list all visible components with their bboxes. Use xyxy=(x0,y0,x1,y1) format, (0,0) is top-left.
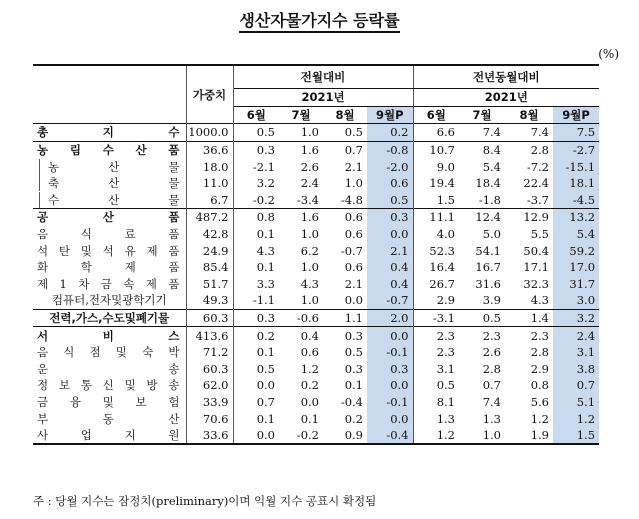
row-label: 음 식 료 품 xyxy=(33,226,186,243)
mom-cell: -0.7 xyxy=(340,243,363,258)
yoy-cell: 1.2 xyxy=(413,427,459,445)
yoy-month-header: 7월 xyxy=(472,107,492,122)
yoy-cell: 12.9 xyxy=(505,209,553,226)
mom-cell: 0.3 xyxy=(323,327,367,344)
weight-cell: 42.8 xyxy=(186,226,233,243)
table-row xyxy=(33,427,599,445)
yoy-cell: -3.1 xyxy=(413,309,459,327)
table-row xyxy=(33,192,599,209)
yoy-cell: 0.7 xyxy=(553,377,599,394)
yoy-cell: 3.0 xyxy=(553,292,599,309)
yoy-cell: 31.6 xyxy=(475,276,501,291)
row-label: 정 보 통 신 및 방 송 xyxy=(33,377,186,394)
yoy-cell: 3.1 xyxy=(436,361,455,376)
mom-cell: 3.3 xyxy=(256,276,275,291)
mom-cell: 0.3 xyxy=(367,361,413,378)
mom-cell: 0.0 xyxy=(367,410,413,427)
mom-cell: 0.3 xyxy=(233,141,279,158)
mom-cell: 0.0 xyxy=(233,427,279,445)
row-label: 화 학 제 품 xyxy=(33,259,186,276)
mom-cell: 0.3 xyxy=(344,361,363,376)
mom-cell: 0.1 xyxy=(256,227,275,242)
mom-cell: 0.2 xyxy=(367,124,413,142)
mom-header: 전월대비 xyxy=(233,65,413,89)
mom-cell: -0.2 xyxy=(252,192,275,207)
mom-cell: 2.1 xyxy=(367,242,413,259)
weight-cell: 71.2 xyxy=(186,344,233,361)
row-label: 사 업 지 원 xyxy=(33,427,186,445)
row-label: 서 비 스 xyxy=(33,327,186,344)
mom-cell: 1.0 xyxy=(300,260,319,275)
mom-cell: 2.1 xyxy=(344,276,363,291)
mom-cell: 0.3 xyxy=(233,309,279,327)
table-row xyxy=(33,259,599,276)
mom-cell: 0.1 xyxy=(256,260,275,275)
mom-cell: -0.2 xyxy=(279,427,323,445)
yoy-cell: 7.4 xyxy=(482,394,501,409)
yoy-cell: 1.0 xyxy=(459,427,505,445)
yoy-cell: 1.2 xyxy=(553,410,599,427)
mom-cell: 0.6 xyxy=(344,227,363,242)
yoy-cell: 2.8 xyxy=(482,361,501,376)
yoy-cell: -4.5 xyxy=(553,192,599,209)
row-label: 운 송 xyxy=(33,361,186,378)
mom-cell: -0.1 xyxy=(367,394,413,411)
yoy-cell: 7.4 xyxy=(530,125,549,140)
mom-cell: 0.1 xyxy=(256,345,275,360)
yoy-cell: 22.4 xyxy=(523,176,549,191)
mom-cell: 0.0 xyxy=(256,378,275,393)
yoy-header: 전년동월대비 xyxy=(413,65,599,89)
yoy-cell: 3.1 xyxy=(553,344,599,361)
footnote: 주 : 당월 지수는 잠정치(preliminary)이며 익월 지수 공표시 확정됨 xyxy=(33,494,377,508)
yoy-cell: -7.2 xyxy=(526,159,549,174)
row-label: 부 동 산 xyxy=(33,410,186,427)
row-label: 제 1 차 금 속 제 품 xyxy=(33,276,186,293)
row-label: 농 산 물 xyxy=(33,158,186,175)
mom-cell: 2.4 xyxy=(300,176,319,191)
mom-cell: 6.2 xyxy=(300,243,319,258)
mom-cell: 2.1 xyxy=(344,159,363,174)
row-label: 공 산 품 xyxy=(33,209,186,226)
yoy-cell: 17.0 xyxy=(553,259,599,276)
weight-cell: 85.4 xyxy=(186,259,233,276)
weight-cell: 33.9 xyxy=(186,394,233,411)
yoy-cell: 16.4 xyxy=(429,260,455,275)
yoy-cell: 1.3 xyxy=(482,411,501,426)
yoy-month-header: 6월 xyxy=(426,107,446,122)
mom-cell: 0.6 xyxy=(344,260,363,275)
yoy-cell: 16.7 xyxy=(475,260,501,275)
yoy-cell: -2.7 xyxy=(553,141,599,158)
yoy-cell: 2.9 xyxy=(436,293,455,308)
mom-cell: 1.1 xyxy=(323,309,367,327)
yoy-cell: 2.6 xyxy=(482,345,501,360)
row-label: 수 산 물 xyxy=(33,192,186,209)
mom-cell: 0.1 xyxy=(256,411,275,426)
mom-cell: -0.8 xyxy=(367,141,413,158)
table-row xyxy=(33,276,599,293)
yoy-cell: 2.8 xyxy=(505,141,553,158)
yoy-cell: -1.8 xyxy=(478,192,501,207)
table-row xyxy=(33,141,599,158)
yoy-cell: 2.3 xyxy=(505,327,553,344)
weight-header: 가중치 xyxy=(186,65,233,124)
mom-cell: 0.7 xyxy=(323,141,367,158)
yoy-cell: 6.6 xyxy=(436,125,455,140)
weight-cell: 18.0 xyxy=(186,158,233,175)
mom-cell: 1.0 xyxy=(344,176,363,191)
yoy-cell: 11.1 xyxy=(413,209,459,226)
yoy-cell: 1.2 xyxy=(530,411,549,426)
weight-cell: 1000.0 xyxy=(186,124,233,142)
yoy-cell: 50.4 xyxy=(523,243,549,258)
mom-cell: 1.6 xyxy=(279,209,323,226)
yoy-cell: 5.6 xyxy=(530,394,549,409)
yoy-cell: 8.1 xyxy=(436,394,455,409)
mom-cell: 4.3 xyxy=(300,276,319,291)
mom-cell: 2.0 xyxy=(367,309,413,327)
table-row xyxy=(33,158,599,175)
mom-cell: -2.1 xyxy=(252,159,275,174)
yoy-cell: 3.2 xyxy=(553,309,599,327)
table-row xyxy=(33,309,599,327)
yoy-cell: 5.1 xyxy=(553,394,599,411)
mom-cell: 1.2 xyxy=(300,361,319,376)
mom-cell: 0.0 xyxy=(367,226,413,243)
yoy-cell: 10.7 xyxy=(413,141,459,158)
mom-cell: 0.6 xyxy=(300,345,319,360)
weight-cell: 70.6 xyxy=(186,410,233,427)
mom-cell: 0.7 xyxy=(256,394,275,409)
yoy-cell: 17.1 xyxy=(523,260,549,275)
weight-cell: 487.2 xyxy=(186,209,233,226)
mom-month-header: 7월 xyxy=(291,107,311,122)
mom-cell: 1.0 xyxy=(300,227,319,242)
mom-cell: -2.0 xyxy=(367,158,413,175)
mom-cell: 2.6 xyxy=(300,159,319,174)
table-row xyxy=(33,226,599,243)
yoy-cell: 5.0 xyxy=(482,227,501,242)
yoy-cell: 12.4 xyxy=(459,209,505,226)
mom-month-header: 9월P xyxy=(367,106,413,124)
mom-cell: -0.4 xyxy=(367,427,413,445)
mom-cell: 0.8 xyxy=(233,209,279,226)
weight-cell: 60.3 xyxy=(186,309,233,327)
weight-cell: 11.0 xyxy=(186,175,233,192)
weight-cell: 33.6 xyxy=(186,427,233,445)
yoy-year-header: 2021년 xyxy=(413,89,599,107)
mom-year-header: 2021년 xyxy=(233,89,413,107)
table-row xyxy=(33,209,599,226)
yoy-cell: 4.3 xyxy=(530,293,549,308)
yoy-cell: 2.4 xyxy=(553,327,599,344)
yoy-cell: 9.0 xyxy=(436,159,455,174)
mom-cell: 0.6 xyxy=(323,209,367,226)
weight-cell: 60.3 xyxy=(186,361,233,378)
yoy-cell: 7.4 xyxy=(482,125,501,140)
yoy-cell: 0.5 xyxy=(459,309,505,327)
yoy-cell: 1.5 xyxy=(553,427,599,445)
yoy-month-header: 8월 xyxy=(519,107,539,122)
yoy-cell: 54.1 xyxy=(475,243,501,258)
yoy-cell: 13.2 xyxy=(553,209,599,226)
mom-cell: 0.2 xyxy=(344,411,363,426)
weight-cell: 413.6 xyxy=(186,327,233,344)
yoy-cell: 18.4 xyxy=(475,176,501,191)
yoy-cell: 5.4 xyxy=(553,226,599,243)
yoy-cell: 19.4 xyxy=(429,176,455,191)
row-label: 농 림 수 산 품 xyxy=(33,141,186,158)
yoy-cell: 5.5 xyxy=(530,227,549,242)
mom-cell: 0.4 xyxy=(367,259,413,276)
table-row xyxy=(33,292,599,309)
mom-cell: 0.5 xyxy=(344,345,363,360)
yoy-cell: 1.5 xyxy=(436,192,455,207)
yoy-cell: 18.1 xyxy=(553,175,599,192)
mom-cell: 1.0 xyxy=(300,293,319,308)
table-row xyxy=(33,327,599,344)
unit-label: (%) xyxy=(598,47,619,61)
weight-cell: 24.9 xyxy=(186,242,233,259)
mom-cell: 0.2 xyxy=(233,327,279,344)
mom-cell: 1.6 xyxy=(279,141,323,158)
yoy-cell: 0.5 xyxy=(436,378,455,393)
yoy-cell: 1.3 xyxy=(436,411,455,426)
table-row xyxy=(33,124,599,142)
yoy-cell: 2.9 xyxy=(530,361,549,376)
mom-cell: 0.0 xyxy=(367,377,413,394)
mom-cell: 0.6 xyxy=(367,175,413,192)
mom-cell: 0.5 xyxy=(344,125,363,140)
mom-cell: 0.5 xyxy=(256,125,275,140)
mom-cell: 0.0 xyxy=(367,327,413,344)
table-row xyxy=(33,242,599,259)
yoy-cell: 1.4 xyxy=(505,309,553,327)
row-label: 석 탄 및 석 유 제 품 xyxy=(33,242,186,259)
yoy-cell: 31.7 xyxy=(553,276,599,293)
mom-cell: 0.4 xyxy=(279,327,323,344)
yoy-cell: -15.1 xyxy=(553,158,599,175)
yoy-cell: 0.8 xyxy=(530,378,549,393)
yoy-cell: 3.9 xyxy=(482,293,501,308)
table-row xyxy=(33,175,599,192)
mom-cell: -0.4 xyxy=(340,394,363,409)
mom-cell: 0.3 xyxy=(367,209,413,226)
yoy-cell: -3.7 xyxy=(526,192,549,207)
yoy-cell: 8.4 xyxy=(459,141,505,158)
yoy-cell: 52.3 xyxy=(429,243,455,258)
mom-cell: 0.1 xyxy=(344,378,363,393)
row-label: 금 융 및 보 험 xyxy=(33,394,186,411)
table-row xyxy=(33,344,599,361)
mom-cell: 0.1 xyxy=(300,411,319,426)
weight-cell: 6.7 xyxy=(186,192,233,209)
page-title: 생산자물가지수 등락률 xyxy=(0,8,639,31)
table-row xyxy=(33,377,599,394)
row-label: 컴퓨터,전자및광학기기 xyxy=(33,292,186,309)
ppi-table xyxy=(33,64,599,445)
mom-month-header: 8월 xyxy=(335,107,355,122)
yoy-month-header: 9월P xyxy=(553,106,599,124)
mom-cell: 0.5 xyxy=(367,192,413,209)
yoy-cell: 59.2 xyxy=(553,242,599,259)
weight-cell: 51.7 xyxy=(186,276,233,293)
mom-cell: -0.1 xyxy=(367,344,413,361)
mom-cell: -3.4 xyxy=(296,192,319,207)
mom-cell: 0.4 xyxy=(367,276,413,293)
yoy-cell: 2.3 xyxy=(436,345,455,360)
mom-cell: 3.2 xyxy=(256,176,275,191)
mom-cell: 4.3 xyxy=(256,243,275,258)
weight-cell: 36.6 xyxy=(186,141,233,158)
table-row xyxy=(33,410,599,427)
mom-cell: 0.2 xyxy=(300,378,319,393)
label-header xyxy=(33,65,186,124)
row-label: 음 식 점 및 숙 박 xyxy=(33,344,186,361)
yoy-cell: 4.0 xyxy=(436,227,455,242)
yoy-cell: 0.7 xyxy=(482,378,501,393)
table-row xyxy=(33,361,599,378)
yoy-cell: 7.5 xyxy=(553,124,599,142)
weight-cell: 62.0 xyxy=(186,377,233,394)
row-label: 축 산 물 xyxy=(33,175,186,192)
row-label: 전력,가스,수도및폐기물 xyxy=(33,309,186,327)
mom-cell: 0.0 xyxy=(344,293,363,308)
mom-cell: -0.7 xyxy=(367,292,413,309)
yoy-cell: 1.9 xyxy=(505,427,553,445)
weight-cell: 49.3 xyxy=(186,292,233,309)
row-label: 총 지 수 xyxy=(33,124,186,142)
yoy-cell: 5.4 xyxy=(482,159,501,174)
mom-cell: -1.1 xyxy=(252,293,275,308)
yoy-cell: 2.3 xyxy=(459,327,505,344)
mom-cell: -0.6 xyxy=(279,309,323,327)
mom-cell: -4.8 xyxy=(340,192,363,207)
mom-cell: 0.0 xyxy=(300,394,319,409)
mom-month-header: 6월 xyxy=(246,107,266,122)
yoy-cell: 2.3 xyxy=(413,327,459,344)
mom-cell: 1.0 xyxy=(300,125,319,140)
yoy-cell: 32.3 xyxy=(523,276,549,291)
yoy-cell: 3.8 xyxy=(553,361,599,378)
mom-cell: 0.5 xyxy=(256,361,275,376)
yoy-cell: 2.8 xyxy=(530,345,549,360)
yoy-cell: 26.7 xyxy=(429,276,455,291)
mom-cell: 0.9 xyxy=(323,427,367,445)
table-row xyxy=(33,394,599,411)
